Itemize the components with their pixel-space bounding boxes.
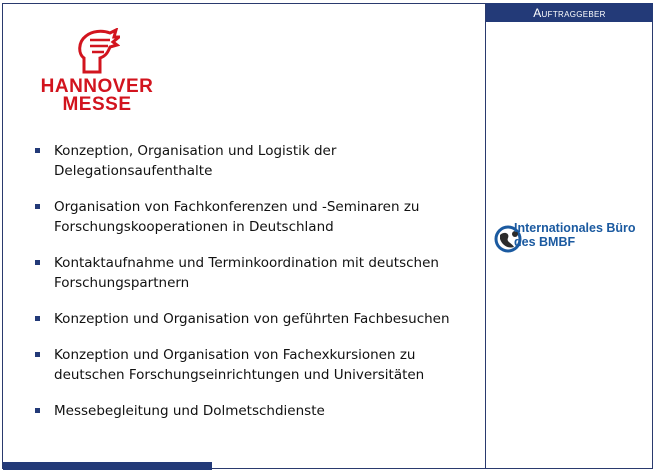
hermes-head-icon [76,28,120,76]
bullet-icon [35,260,40,265]
sidebar-header: Auftraggeber [486,3,653,22]
bullet-icon [35,408,40,413]
bullet-icon [35,352,40,357]
internationales-buero-logo [494,219,654,259]
hannover-text: HANNOVER [40,76,154,97]
list-item: Konzeption und Organisation von geführten Fachbesuchen [34,309,474,329]
messe-text: MESSE [62,94,132,115]
hannover-messe-logo [32,28,162,114]
ib-line2: des BMBF [514,235,576,249]
ib-line1: Internationales Büro [514,221,636,235]
footer-accent-bar [3,462,212,470]
list-item: Konzeption, Organisation und Logistik der Delegationsaufenthalte [34,141,474,181]
list-item: Messebegleitung und Dolmetschdienste [34,401,474,421]
bullet-icon [35,204,40,209]
bullet-icon [35,148,40,153]
bullet-icon [35,316,40,321]
service-list [34,141,474,437]
list-item: Organisation von Fachkonferenzen und -Seminaren zu Forschungskooperationen in Deutschland [34,197,474,237]
list-item: Konzeption und Organisation von Fachexkursionen zu deutschen Forschungseinrichtungen und Universitäten [34,345,474,385]
list-item: Kontaktaufnahme und Terminkoordination mit deutschen Forschungspartnern [34,253,474,293]
